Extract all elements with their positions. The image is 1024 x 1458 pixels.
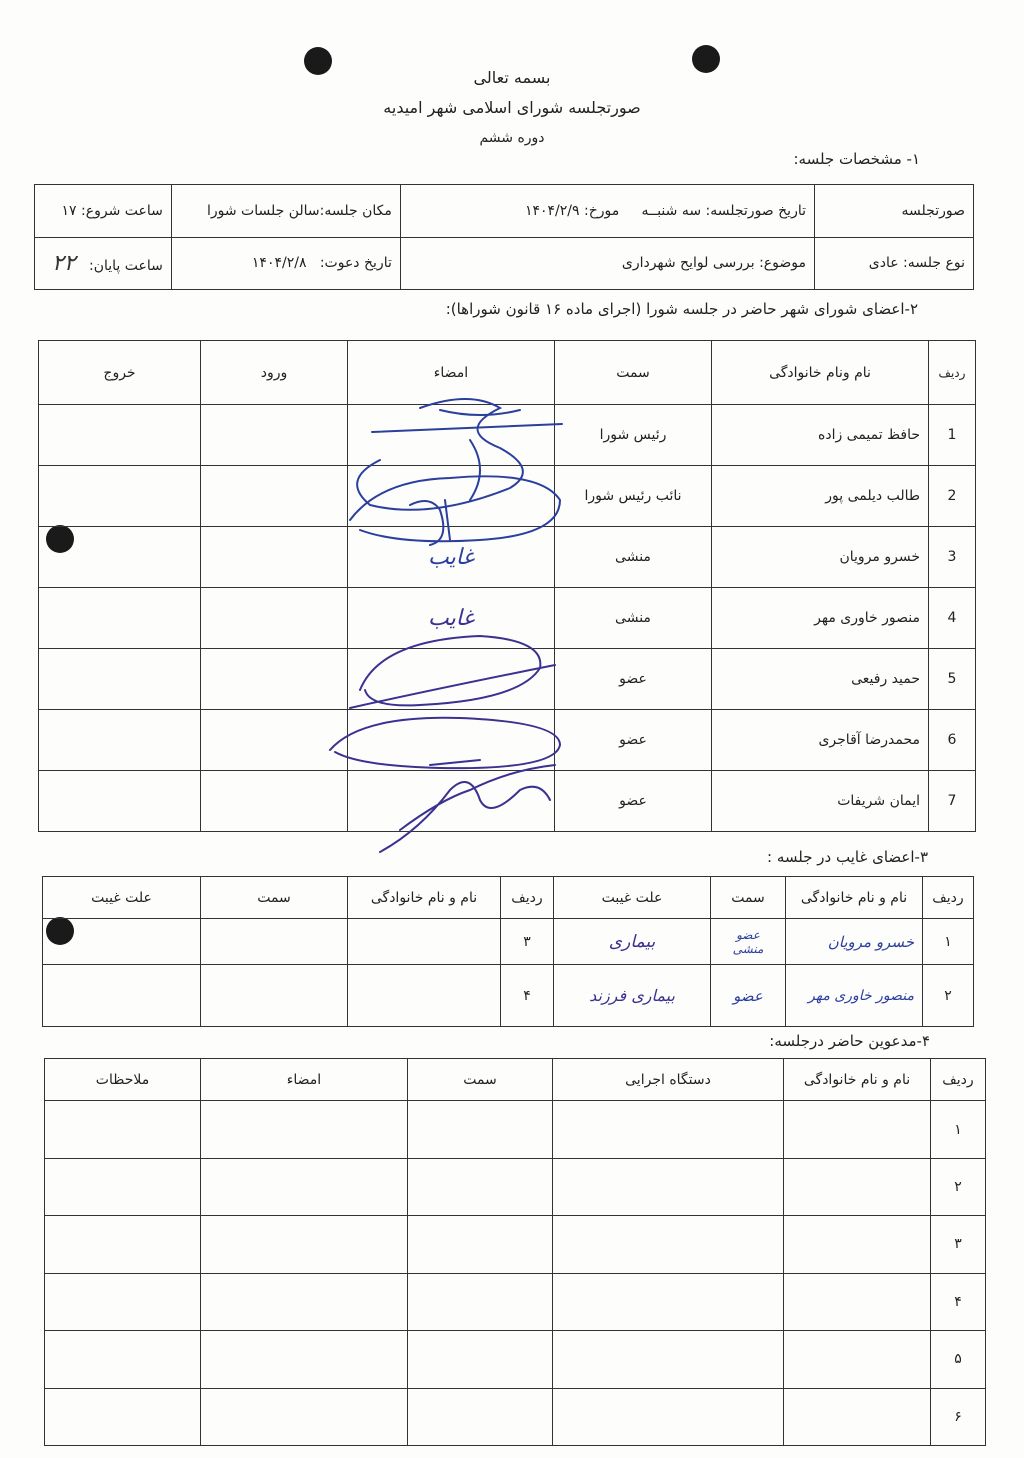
member-role: عضو	[555, 771, 712, 832]
table-row	[43, 919, 974, 965]
row-number: 4	[929, 588, 976, 649]
member-role: عضو	[555, 649, 712, 710]
row-number: ۱	[931, 1101, 986, 1158]
absent-mark: غایب	[428, 605, 474, 631]
row-number: ۲	[931, 1158, 986, 1215]
date-value: مورخ: ۱۴۰۴/۲/۹	[524, 202, 620, 219]
entry-cell	[201, 588, 348, 649]
date-label: تاریخ صورتجلسه: سه شنبــه	[641, 202, 806, 219]
member-role: منشی	[555, 588, 712, 649]
type-cell	[815, 237, 974, 290]
section1-title: ۱- مشخصات جلسه:	[793, 150, 920, 168]
empty-cell	[45, 1388, 201, 1445]
table-row	[39, 405, 976, 466]
empty-cell	[45, 1331, 201, 1388]
invite-cell	[171, 237, 400, 290]
empty-cell	[553, 1388, 784, 1445]
absent-role-2	[201, 919, 348, 965]
signature-cell	[348, 588, 555, 649]
row-number: ۲	[923, 965, 974, 1027]
empty-cell	[784, 1331, 931, 1388]
table-row	[45, 1158, 986, 1215]
absence-reason-2	[43, 965, 201, 1027]
member-role: عضو	[555, 710, 712, 771]
entry-cell	[201, 405, 348, 466]
row-number-2: ۳	[501, 919, 554, 965]
empty-cell	[408, 1158, 553, 1215]
empty-cell	[45, 1216, 201, 1273]
col-header-exit: خروج	[39, 341, 201, 405]
section4-title: ۴-مدعوین حاضر درجلسه:	[769, 1032, 930, 1050]
entry-cell	[201, 649, 348, 710]
date-cell	[400, 185, 814, 238]
empty-cell	[553, 1331, 784, 1388]
empty-cell	[553, 1216, 784, 1273]
table-row	[45, 1101, 986, 1158]
absent-role-2	[201, 965, 348, 1027]
exit-cell	[39, 771, 201, 832]
invite-value: ۱۴۰۴/۲/۸	[251, 255, 307, 272]
place-cell	[171, 185, 400, 238]
absent-mark: غایب	[428, 544, 474, 570]
empty-cell	[201, 1388, 408, 1445]
exit-cell	[39, 710, 201, 771]
signature-cell	[348, 771, 555, 832]
row-number: ۵	[931, 1331, 986, 1388]
absent-name-2	[348, 919, 501, 965]
member-role: منشی	[555, 527, 712, 588]
entry-cell	[201, 527, 348, 588]
empty-cell	[45, 1273, 201, 1330]
empty-cell	[784, 1158, 931, 1215]
absence-reason: بیماری	[554, 919, 711, 965]
row-number: 7	[929, 771, 976, 832]
col-header-row: ردیف	[929, 341, 976, 405]
col-header-name-2: نام و نام خانوادگی	[348, 877, 501, 919]
empty-cell	[408, 1331, 553, 1388]
table-row	[39, 466, 976, 527]
col-header-notes: ملاحظات	[45, 1059, 201, 1101]
document-title: صورتجلسه شورای اسلامی شهر امیدیه	[383, 98, 641, 117]
row-number: 1	[929, 405, 976, 466]
row-number: ۱	[923, 919, 974, 965]
meeting-subject: موضوع: بررسی لوایح شهرداری	[621, 255, 806, 272]
table-row	[45, 1331, 986, 1388]
table-row	[45, 1388, 986, 1445]
end-time-label: ساعت پایان:	[88, 257, 163, 274]
absent-name-2	[348, 965, 501, 1027]
col-header-role: سمت	[555, 341, 712, 405]
col-header-signature: امضاء	[348, 341, 555, 405]
col-header-organization: دستگاه اجرایی	[553, 1059, 784, 1101]
signature-cell	[348, 649, 555, 710]
section3-title: ۳-اعضای غایب در جلسه :	[767, 848, 928, 866]
row-number: ۴	[931, 1273, 986, 1330]
place-label: مکان جلسه:سالن جلسات شورا	[206, 202, 392, 219]
signature-cell	[348, 466, 555, 527]
col-header-signature: امضاء	[201, 1059, 408, 1101]
table-row	[39, 710, 976, 771]
row-number: 2	[929, 466, 976, 527]
row-number: ۳	[931, 1216, 986, 1273]
member-role: رئیس شورا	[555, 405, 712, 466]
member-name: حافظ تمیمی زاده	[712, 405, 929, 466]
col-header-role: سمت	[408, 1059, 553, 1101]
empty-cell	[784, 1388, 931, 1445]
empty-cell	[45, 1101, 201, 1158]
table-row	[45, 1273, 986, 1330]
end-time-cell	[35, 237, 172, 290]
col-header-row: ردیف	[931, 1059, 986, 1101]
row-number: 5	[929, 649, 976, 710]
term-label: دوره ششم	[479, 130, 545, 146]
member-name: محمدرضا آقاجری	[712, 710, 929, 771]
entry-cell	[201, 710, 348, 771]
empty-cell	[408, 1216, 553, 1273]
start-time-cell	[35, 185, 172, 238]
empty-cell	[201, 1101, 408, 1158]
entry-cell	[201, 466, 348, 527]
empty-cell	[553, 1273, 784, 1330]
exit-cell	[39, 588, 201, 649]
col-header-entry: ورود	[201, 341, 348, 405]
absence-reason: بیماری فرزند	[554, 965, 711, 1027]
col-header-row-2: ردیف	[501, 877, 554, 919]
absent-role: عضو منشی	[711, 919, 786, 965]
table-row	[39, 588, 976, 649]
member-name: ایمان شریفات	[712, 771, 929, 832]
end-time-value: ۲۲	[51, 250, 76, 276]
basmala: بسمه تعالی	[473, 68, 551, 87]
table-row	[39, 527, 976, 588]
empty-cell	[201, 1331, 408, 1388]
col-header-reason: علت غیبت	[554, 877, 711, 919]
col-header-name: نام و نام خانوادگی	[784, 1059, 931, 1101]
subject-cell	[400, 237, 814, 290]
section2-title: ۲-اعضای شورای شهر حاضر در جلسه شورا (اجرای ماده ۱۶ قانون شوراها):	[445, 300, 918, 318]
col-header-name: نام و نام خانوادگی	[786, 877, 923, 919]
doc-label: صورتجلسه	[901, 202, 965, 219]
row-number-2: ۴	[501, 965, 554, 1027]
exit-cell	[39, 405, 201, 466]
col-header-name: نام ونام خانوادگی	[712, 341, 929, 405]
exit-cell	[39, 466, 201, 527]
doc-label-cell	[815, 185, 974, 238]
empty-cell	[553, 1158, 784, 1215]
absent-name: خسرو مرویان	[786, 919, 923, 965]
col-header-role-2: سمت	[201, 877, 348, 919]
col-header-row: ردیف	[923, 877, 974, 919]
empty-cell	[553, 1101, 784, 1158]
member-name: حمید رفیعی	[712, 649, 929, 710]
absent-members-table	[42, 876, 974, 1027]
exit-cell	[39, 649, 201, 710]
meeting-details-table	[34, 184, 974, 290]
absent-role: عضو	[711, 965, 786, 1027]
table-row	[39, 649, 976, 710]
empty-cell	[784, 1216, 931, 1273]
invite-label: تاریخ دعوت:	[319, 255, 392, 272]
entry-cell	[201, 771, 348, 832]
exit-cell	[39, 527, 201, 588]
member-role: نائب رئیس شورا	[555, 466, 712, 527]
empty-cell	[45, 1158, 201, 1215]
signature-cell	[348, 527, 555, 588]
member-name: طالب دیلمی پور	[712, 466, 929, 527]
empty-cell	[201, 1273, 408, 1330]
col-header-role: سمت	[711, 877, 786, 919]
absence-reason-2	[43, 919, 201, 965]
row-number: 6	[929, 710, 976, 771]
table-row	[39, 771, 976, 832]
row-number: 3	[929, 527, 976, 588]
col-header-reason-2: علت غیبت	[43, 877, 201, 919]
signature-cell	[348, 710, 555, 771]
member-name: خسرو مرویان	[712, 527, 929, 588]
meeting-type: نوع جلسه: عادی	[868, 255, 965, 272]
table-row	[43, 965, 974, 1027]
member-name: منصور خاوری مهر	[712, 588, 929, 649]
empty-cell	[784, 1273, 931, 1330]
empty-cell	[201, 1216, 408, 1273]
empty-cell	[408, 1273, 553, 1330]
absent-name: منصور خاوری مهر	[786, 965, 923, 1027]
invitees-table	[44, 1058, 986, 1446]
start-time-label: ساعت شروع: ۱۷	[61, 202, 163, 219]
empty-cell	[408, 1388, 553, 1445]
row-number: ۶	[931, 1388, 986, 1445]
signature-cell	[348, 405, 555, 466]
empty-cell	[408, 1101, 553, 1158]
empty-cell	[784, 1101, 931, 1158]
present-members-table	[38, 340, 976, 832]
table-row	[45, 1216, 986, 1273]
empty-cell	[201, 1158, 408, 1215]
